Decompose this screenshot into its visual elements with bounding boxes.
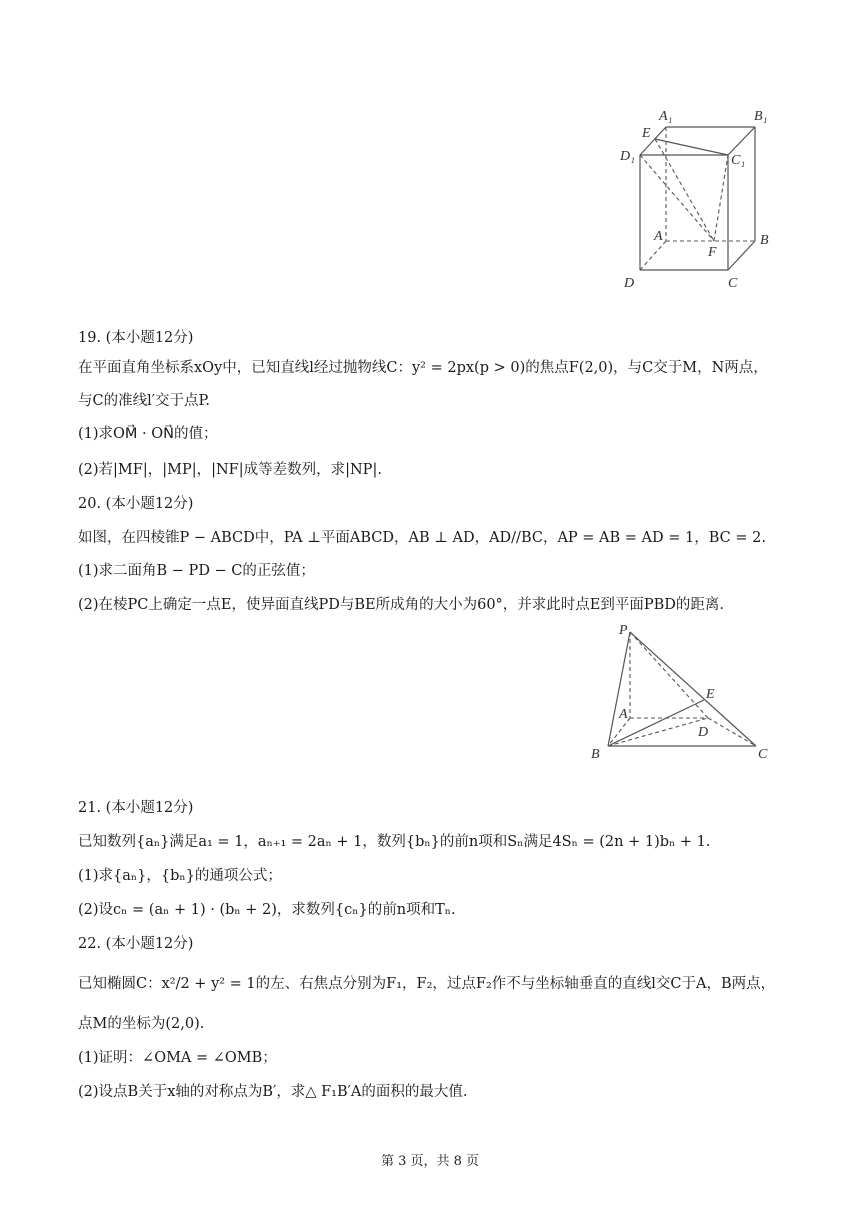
q22-part2: (2)设点B关于x轴的对称点为B′，求△ F₁B′A的面积的最大值.	[78, 1084, 468, 1100]
label-D1: D₁	[620, 149, 635, 164]
q21-stem: 已知数列{aₙ}满足a₁ = 1，aₙ₊₁ = 2aₙ + 1，数列{bₙ}的前n项和Sₙ满足4Sₙ = (2n + 1)bₙ + 1.	[78, 834, 711, 850]
q19-stem-line1: 在平面直角坐标系xOy中，已知直线l经过抛物线C：y² = 2px(p > 0)的焦点F(2,0)，与C交于M，N两点，	[78, 360, 768, 376]
q19-stem-line2: 与C的准线l′交于点P.	[78, 393, 210, 409]
q21-part1: (1)求{aₙ}，{bₙ}的通项公式；	[78, 868, 282, 884]
q19-part2: (2)若|MF|，|MP|，|NF|成等差数列，求|NP|.	[78, 462, 382, 478]
q20-header: 20. (本小题12分)	[78, 496, 194, 512]
label-P: P	[619, 623, 628, 638]
page-footer: 第 3 页，共 8 页	[380, 1154, 480, 1169]
label-C1: C₁	[731, 153, 746, 168]
label-A1: A₁	[659, 109, 673, 124]
label-C: C	[728, 276, 738, 291]
q21-part2: (2)设cₙ = (aₙ + 1) · (bₙ + 2)，求数列{cₙ}的前n项和Tₙ.	[78, 902, 456, 918]
label-B1: B₁	[754, 109, 768, 124]
q20-stem: 如图，在四棱锥P − ABCD中，PA ⊥平面ABCD，AB ⊥ AD，AD//BC，AP = AB = AD = 1，BC = 2.	[78, 530, 766, 546]
label-D: D	[624, 276, 635, 291]
label-E: E	[706, 687, 715, 702]
q20-part2: (2)在棱PC上确定一点E，使异面直线PD与BE所成角的大小为60°，并求此时点E到平面PBD的距离.	[78, 597, 725, 613]
q20-part1: (1)求二面角B − PD − C的正弦值；	[78, 563, 315, 579]
q22-part1: (1)证明：∠OMA = ∠OMB；	[78, 1050, 277, 1066]
q19-part1: (1)求OM⃗ · ON⃗的值；	[78, 426, 218, 442]
label-F: F	[708, 245, 717, 260]
label-C: C	[758, 747, 768, 762]
q19-header: 19. (本小题12分)	[78, 330, 194, 346]
label-A: A	[619, 707, 628, 722]
pyramid-figure	[586, 618, 786, 768]
q22-stem-line1: 已知椭圆C：x²/2 + y² = 1的左、右焦点分别为F₁，F₂，过点F₂作不与坐标轴垂直的直线l交C于A，B两点，	[78, 976, 776, 992]
label-E: E	[642, 126, 651, 141]
q22-stem-line2: 点M的坐标为(2,0).	[78, 1016, 205, 1032]
label-B: B	[591, 747, 600, 762]
label-B: B	[760, 233, 769, 248]
q21-header: 21. (本小题12分)	[78, 800, 194, 816]
label-D: D	[698, 725, 709, 740]
label-A: A	[654, 229, 663, 244]
q22-header: 22. (本小题12分)	[78, 936, 194, 952]
prism-figure	[610, 100, 790, 300]
